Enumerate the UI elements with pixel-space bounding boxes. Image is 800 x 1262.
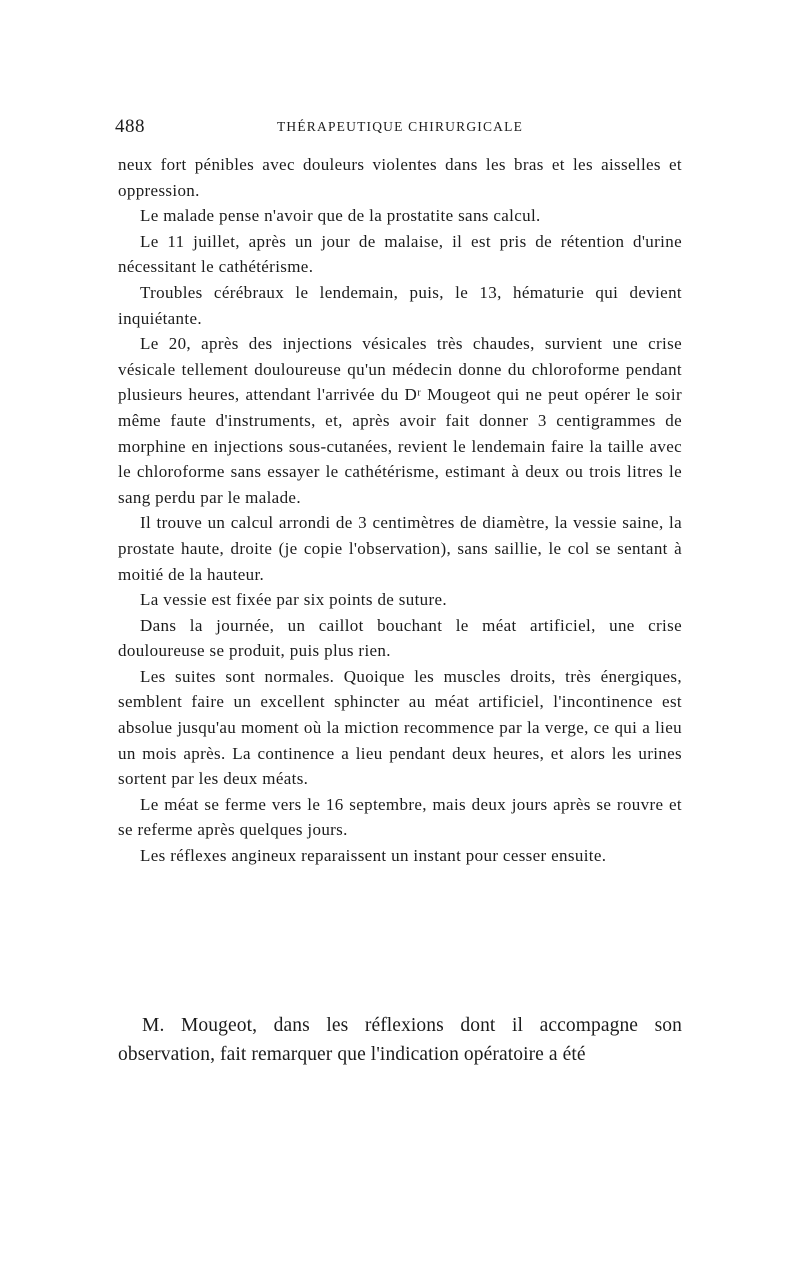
paragraph-continued: neux fort pénibles avec douleurs violentes dans les bras et les aisselles et oppression.: [118, 155, 682, 200]
paragraph: Le malade pense n'avoir que de la prostatite sans calcul.: [140, 206, 541, 226]
paragraph: Le 20, après des injections vésicales très chaudes, survient une crise vésicale tellement douloureuse qu'un médecin donne du chloroforme pendant plusieurs heures, attendant l'arrivée du Dʳ Mougeot qui ne peut opérer le soir même faute d'instruments, et, après avoir fait donner 3 centigrammes de morphine en injections sous-cutanées, revient le lendemain faire la taille avec le chloroforme sans essayer le cathétérisme, estimant à deux ou trois litres le sang perdu par le malade.: [118, 334, 682, 507]
paragraph: Le méat se ferme vers le 16 septembre, mais deux jours après se rouvre et se referme après quelques jours.: [118, 794, 682, 840]
running-title: THÉRAPEUTIQUE CHIRURGICALE: [276, 119, 524, 134]
paragraph: Le 11 juillet, après un jour de malaise, il est pris de rétention d'urine nécessitant le cathétérisme.: [118, 231, 682, 277]
paragraph: La vessie est fixée par six points de suture.: [140, 590, 448, 610]
page-header: [115, 116, 685, 140]
closing-paragraph: M. Mougeot, dans les réflexions dont il accompagne son observation, fait remarquer que l'indication opératoire a été: [118, 1015, 682, 1065]
main-text: [118, 152, 682, 869]
paragraph: Dans la journée, un caillot bouchant le méat artificiel, une crise douloureuse se produit, puis plus rien.: [118, 615, 682, 661]
paragraph: Il trouve un calcul arrondi de 3 centimètres de diamètre, la vessie saine, la prostate haute, droite (je copie l'observation), sans saillie, le col se sentant à moitié de la hauteur.: [118, 513, 682, 584]
paragraph: Les suites sont normales. Quoique les muscles droits, très énergiques, semblent faire un excellent sphincter au méat artificiel, l'incontinence est absolue jusqu'au moment où la miction recommence par la verge, ce qui a lieu un mois après. La continence a lieu pendant deux heures, et alors les urines sortent par les deux méats.: [118, 666, 682, 789]
paragraph: Troubles cérébraux le lendemain, puis, le 13, hématurie qui devient inquiétante.: [118, 282, 682, 328]
page-number: 488: [115, 116, 145, 137]
closing-text: [118, 1011, 682, 1069]
paragraph: Les réflexes angineux reparaissent un instant pour cesser ensuite.: [140, 846, 607, 866]
